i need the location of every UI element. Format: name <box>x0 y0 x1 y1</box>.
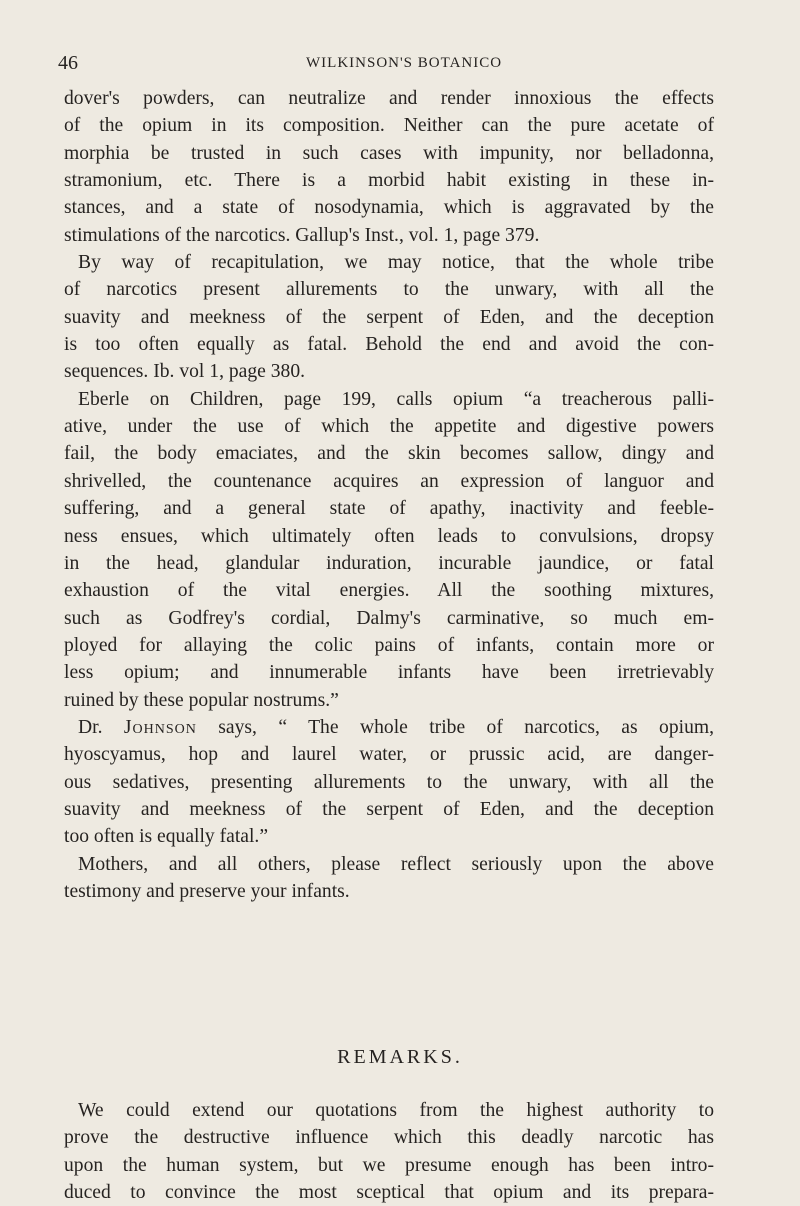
text-line: stimulations of the narcotics. Gallup's Inst., vol. 1, page 379. <box>64 224 540 246</box>
text-line: in the head, glandular induration, incurable jaundice, or fatal <box>64 552 714 574</box>
text-line: stances, and a state of nosodynamia, which is aggravated by the <box>64 197 714 219</box>
text-line: less opium; and innumerable infants have been irretrievably <box>64 662 714 684</box>
text-line: ness ensues, which ultimately often leads to convulsions, dropsy <box>64 525 714 547</box>
text-line: sequences. Ib. vol 1, page 380. <box>64 361 306 383</box>
text-line: ative, under the use of which the appetite and digestive powers <box>64 416 714 438</box>
text-line: fail, the body emaciates, and the skin becomes sallow, dingy and <box>64 443 714 465</box>
text-line: ruined by these popular nostrums.” <box>64 689 339 711</box>
paragraph-mothers <box>64 851 714 906</box>
text-line: exhaustion of the vital energies. All the soothing mixtures, <box>64 580 714 602</box>
text-line: Eberle on Children, page 199, calls opium “a treacherous palli- <box>78 388 714 410</box>
paragraph-dovers-powders <box>64 85 714 249</box>
text-line: We could extend our quotations from the highest authority to <box>78 1100 714 1121</box>
text-line: morphia be trusted in such cases with impunity, nor belladonna, <box>64 142 714 164</box>
text-line: ployed for allaying the colic pains of infants, contain more or <box>64 634 714 656</box>
paragraph-johnson-quote <box>64 714 714 851</box>
text-line: of narcotics present allurements to the unwary, with all the <box>64 279 714 301</box>
text-line: such as Godfrey's cordial, Dalmy's carminative, so much em- <box>64 607 714 629</box>
paragraph-recapitulation <box>64 249 714 386</box>
text-line: testimony and preserve your infants. <box>64 880 350 902</box>
text-line: duced to convince the most sceptical that opium and its prepara- <box>64 1182 714 1204</box>
text-line: upon the human system, but we presume enough has been intro- <box>64 1154 714 1176</box>
text-line: hyoscyamus, hop and laurel water, or prussic acid, are danger- <box>64 744 714 766</box>
remarks-paragraph <box>64 1097 714 1206</box>
text-line: is too often equally as fatal. Behold the end and avoid the con- <box>64 334 714 356</box>
text-line: too often is equally fatal.” <box>64 826 269 848</box>
text-line: shrivelled, the countenance acquires an expression of languor and <box>64 470 714 492</box>
page-number: 46 <box>58 52 78 74</box>
text-line: ous sedatives, presenting allurements to the unwary, with all the <box>64 771 714 793</box>
text-line: dover's powders, can neutralize and render innoxious the effects <box>64 88 714 109</box>
text-line: By way of recapitulation, we may notice, that the whole tribe <box>78 252 714 274</box>
text-fragment: Dr. <box>78 716 124 738</box>
text-line: suffering, and a general state of apathy, inactivity and feeble- <box>64 498 714 520</box>
text-line: suavity and meekness of the serpent of Eden, and the deception <box>64 798 714 820</box>
text-line: Mothers, and all others, please reflect seriously upon the above <box>78 853 714 875</box>
paragraph-eberle-quote <box>64 386 714 714</box>
text-line: of the opium in its composition. Neither can the pure acetate of <box>64 115 714 137</box>
text-line: prove the destructive influence which this deadly narcotic has <box>64 1127 714 1149</box>
author-name: Johnson <box>123 716 197 738</box>
remarks-heading: REMARKS. <box>337 1046 463 1068</box>
running-head: WILKINSON'S BOTANICO <box>306 55 503 71</box>
body-text <box>64 85 714 905</box>
text-line: suavity and meekness of the serpent of Eden, and the deception <box>64 306 714 328</box>
text-line: stramonium, etc. There is a morbid habit existing in these in- <box>64 170 714 192</box>
page-header <box>58 52 708 78</box>
text-line <box>64 714 714 741</box>
text-fragment: says, “ The whole tribe of narcotics, as opium, <box>196 716 715 738</box>
